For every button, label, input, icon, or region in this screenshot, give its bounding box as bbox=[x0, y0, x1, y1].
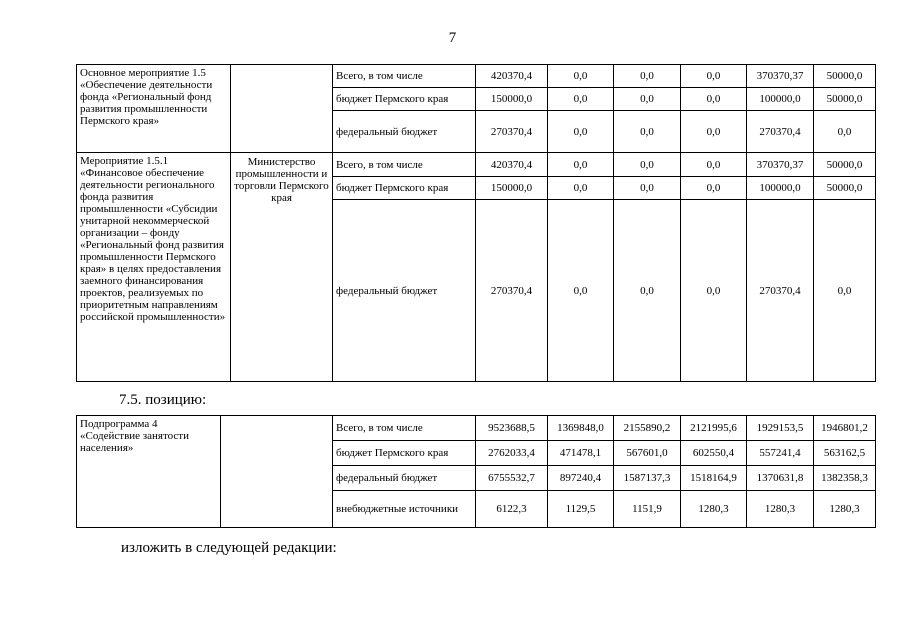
value-cell: 1946801,2 bbox=[814, 416, 876, 441]
value-cell: 0,0 bbox=[814, 200, 876, 382]
funding-source-cell: Всего, в том числе bbox=[333, 416, 476, 441]
value-cell: 0,0 bbox=[614, 65, 681, 88]
value-cell: 1280,3 bbox=[681, 491, 747, 528]
funding-source-cell: Всего, в том числе bbox=[333, 65, 476, 88]
value-cell: 0,0 bbox=[614, 111, 681, 153]
value-cell: 150000,0 bbox=[476, 88, 548, 111]
budget-table-1 bbox=[76, 64, 876, 382]
value-cell: 0,0 bbox=[681, 88, 747, 111]
value-cell: 0,0 bbox=[614, 177, 681, 200]
funding-source-cell: бюджет Пермского края bbox=[333, 441, 476, 466]
table-row bbox=[77, 416, 876, 441]
value-cell: 2155890,2 bbox=[614, 416, 681, 441]
value-cell: 0,0 bbox=[548, 88, 614, 111]
value-cell: 0,0 bbox=[681, 177, 747, 200]
value-cell: 50000,0 bbox=[814, 88, 876, 111]
value-cell: 1929153,5 bbox=[747, 416, 814, 441]
value-cell: 897240,4 bbox=[548, 466, 614, 491]
funding-source-cell: федеральный бюджет bbox=[333, 466, 476, 491]
value-cell: 567601,0 bbox=[614, 441, 681, 466]
event-name-cell: Основное мероприятие 1.5 «Обеспечение деятельности фонда «Региональный фонд развития промышленности Пермского края» bbox=[77, 65, 231, 153]
value-cell: 0,0 bbox=[548, 65, 614, 88]
value-cell: 50000,0 bbox=[814, 153, 876, 177]
event-name-cell: Мероприятие 1.5.1 «Финансовое обеспечение деятельности регионального фонда развития промышленности «Субсидии унитарной некоммерческой организации – фонду «Региональный фонд развития промышленности Пермского края» в целях предоставления заемного финансирования проектов, реализуемых по приоритетным направлениям российской промышленности» bbox=[77, 153, 231, 382]
funding-source-cell: федеральный бюджет bbox=[333, 200, 476, 382]
closing-text: изложить в следующей редакции: bbox=[121, 540, 337, 556]
value-cell: 0,0 bbox=[548, 177, 614, 200]
budget-table-2 bbox=[76, 415, 876, 528]
value-cell: 602550,4 bbox=[681, 441, 747, 466]
value-cell: 0,0 bbox=[681, 111, 747, 153]
value-cell: 9523688,5 bbox=[476, 416, 548, 441]
value-cell: 1370631,8 bbox=[747, 466, 814, 491]
funding-source-cell: бюджет Пермского края bbox=[333, 88, 476, 111]
value-cell: 1280,3 bbox=[814, 491, 876, 528]
value-cell: 0,0 bbox=[814, 111, 876, 153]
value-cell: 270370,4 bbox=[476, 200, 548, 382]
value-cell: 0,0 bbox=[681, 153, 747, 177]
value-cell: 2762033,4 bbox=[476, 441, 548, 466]
value-cell: 1518164,9 bbox=[681, 466, 747, 491]
value-cell: 270370,4 bbox=[747, 111, 814, 153]
value-cell: 370370,37 bbox=[747, 65, 814, 88]
funding-source-cell: бюджет Пермского края bbox=[333, 177, 476, 200]
value-cell: 557241,4 bbox=[747, 441, 814, 466]
funding-source-cell: внебюджетные источники bbox=[333, 491, 476, 528]
value-cell: 0,0 bbox=[681, 200, 747, 382]
value-cell: 1369848,0 bbox=[548, 416, 614, 441]
value-cell: 0,0 bbox=[614, 200, 681, 382]
value-cell: 1587137,3 bbox=[614, 466, 681, 491]
value-cell: 0,0 bbox=[614, 88, 681, 111]
value-cell: 1382358,3 bbox=[814, 466, 876, 491]
value-cell: 0,0 bbox=[614, 153, 681, 177]
funding-source-cell: Всего, в том числе bbox=[333, 153, 476, 177]
value-cell: 0,0 bbox=[548, 111, 614, 153]
value-cell: 1280,3 bbox=[747, 491, 814, 528]
value-cell: 50000,0 bbox=[814, 177, 876, 200]
value-cell: 100000,0 bbox=[747, 88, 814, 111]
table-row bbox=[77, 65, 876, 88]
subprogram-name-cell: Подпрограмма 4 «Содействие занятости населения» bbox=[77, 416, 221, 528]
value-cell: 6755532,7 bbox=[476, 466, 548, 491]
value-cell: 1151,9 bbox=[614, 491, 681, 528]
page-number: 7 bbox=[448, 30, 457, 46]
value-cell: 150000,0 bbox=[476, 177, 548, 200]
value-cell: 270370,4 bbox=[476, 111, 548, 153]
value-cell: 0,0 bbox=[548, 200, 614, 382]
value-cell: 420370,4 bbox=[476, 65, 548, 88]
value-cell: 0,0 bbox=[681, 65, 747, 88]
section-label: 7.5. позицию: bbox=[119, 392, 207, 408]
value-cell: 1129,5 bbox=[548, 491, 614, 528]
value-cell: 270370,4 bbox=[747, 200, 814, 382]
value-cell: 2121995,6 bbox=[681, 416, 747, 441]
value-cell: 100000,0 bbox=[747, 177, 814, 200]
funding-source-cell: федеральный бюджет bbox=[333, 111, 476, 153]
executor-cell bbox=[221, 416, 333, 528]
value-cell: 50000,0 bbox=[814, 65, 876, 88]
value-cell: 0,0 bbox=[548, 153, 614, 177]
table-row bbox=[77, 153, 876, 177]
value-cell: 420370,4 bbox=[476, 153, 548, 177]
value-cell: 563162,5 bbox=[814, 441, 876, 466]
executor-cell bbox=[231, 65, 333, 153]
executor-cell: Министерство промышленности и торговли Пермского края bbox=[231, 153, 333, 382]
value-cell: 6122,3 bbox=[476, 491, 548, 528]
value-cell: 370370,37 bbox=[747, 153, 814, 177]
value-cell: 471478,1 bbox=[548, 441, 614, 466]
